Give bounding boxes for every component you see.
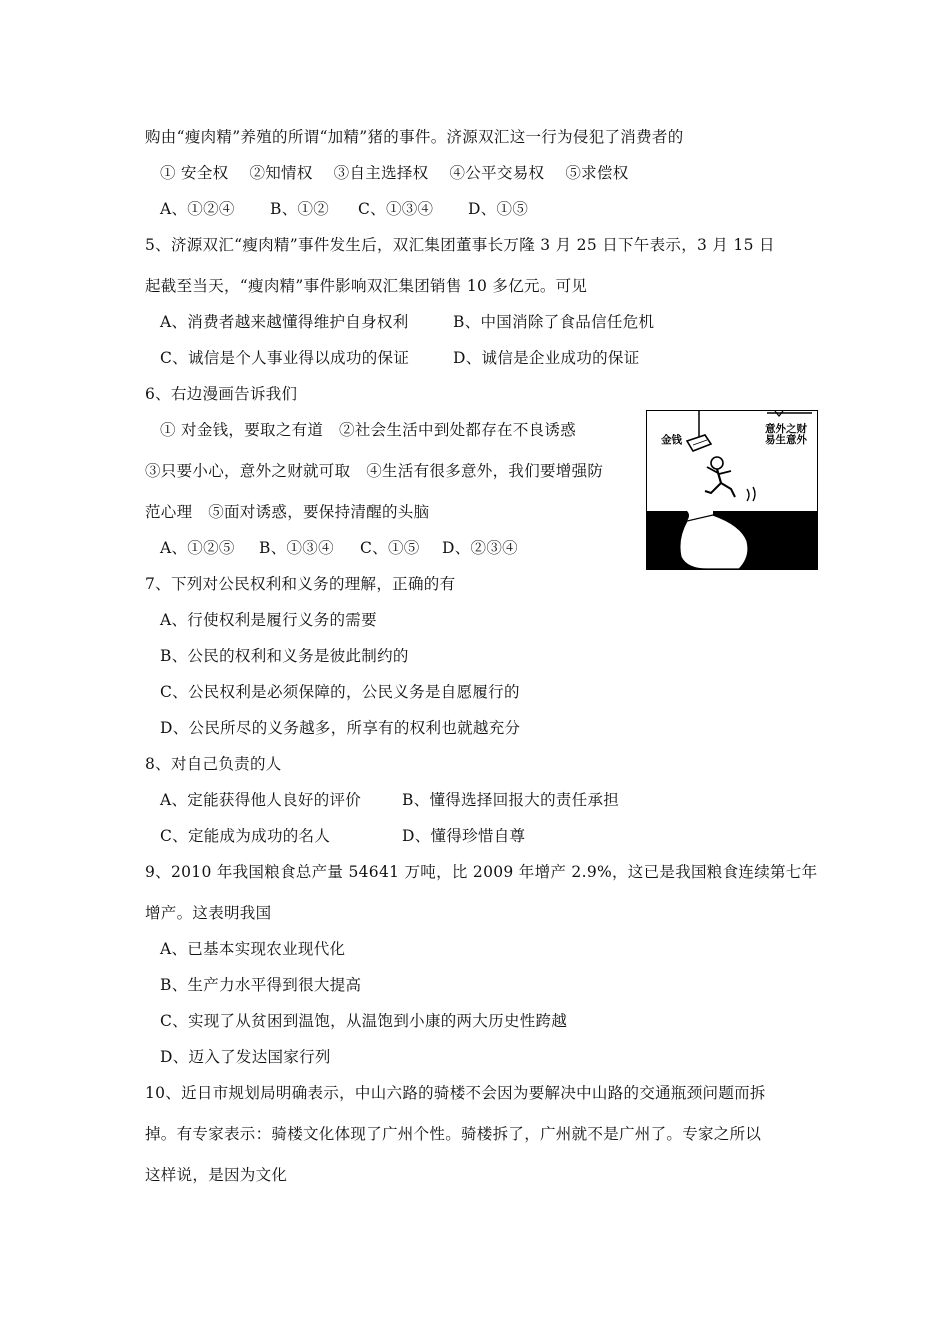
q4-option-c: C、①③④ [358, 200, 434, 218]
q8-option-a: A、定能获得他人良好的评价 [160, 791, 362, 809]
q7-stem: 7、下列对公民权利和义务的理解，正确的有 [145, 575, 456, 593]
q9-option-d: D、迈入了发达国家行列 [160, 1048, 331, 1066]
q4-options [160, 199, 528, 219]
q9-option-a: A、已基本实现农业现代化 [160, 940, 346, 958]
q7-option-a: A、行使权利是履行义务的需要 [160, 611, 377, 629]
q5-option-a: A、消费者越来越懂得维护自身权利 [160, 313, 409, 331]
q5-stem-line2: 起截至当天，“瘦肉精”事件影响双汇集团销售 10 多亿元。可见 [145, 277, 588, 295]
q5-option-c: C、诚信是个人事业得以成功的保证 [160, 349, 410, 367]
q10-stem-line3: 这样说，是因为文化 [145, 1166, 288, 1184]
q6-option-a: A、①②⑤ [160, 539, 235, 557]
q4-option-b: B、①② [270, 200, 330, 218]
q10-stem-line1: 10、近日市规划局明确表示，中山六路的骑楼不会因为要解决中山路的交通瓶颈问题而拆 [145, 1084, 766, 1102]
q6-choice-line1: ① 对金钱，要取之有道 ②社会生活中到处都存在不良诱惑 [160, 421, 577, 439]
q7-option-b: B、公民的权利和义务是彼此制约的 [160, 647, 409, 665]
q9-option-c: C、实现了从贫困到温饱，从温饱到小康的两大历史性跨越 [160, 1012, 568, 1030]
q4-option-a: A、①②④ [160, 200, 235, 218]
q4-choices: ① 安全权 ②知情权 ③自主选择权 ④公平交易权 ⑤求偿权 [160, 164, 629, 182]
q8-options-cd [160, 826, 525, 846]
q8-option-b: B、懂得选择回报大的责任承担 [402, 791, 620, 809]
cartoon-image [646, 410, 818, 570]
q6-choice-line3: 范心理 ⑤面对诱惑，要保持清醒的头脑 [145, 503, 430, 521]
q6-options [160, 538, 518, 558]
q10-stem-line2: 掉。有专家表示：骑楼文化体现了广州个性。骑楼拆了，广州就不是广州了。专家之所以 [145, 1125, 762, 1143]
q9-stem-line2: 增产。这表明我国 [145, 904, 272, 922]
q6-stem: 6、右边漫画告诉我们 [145, 385, 298, 403]
q6-option-b: B、①③④ [259, 539, 334, 557]
q9-stem-line1: 9、2010 年我国粮食总产量 54641 万吨，比 2009 年增产 2.9%，这已是我国粮食连续第七年 [145, 863, 818, 881]
q5-options-ab [160, 312, 654, 332]
q6-option-d: D、②③④ [442, 539, 518, 557]
q6-option-c: C、①⑤ [360, 539, 420, 557]
cartoon-label-warning-1: 意外之财 [765, 423, 807, 435]
q5-stem-line1: 5、济源双汇“瘦肉精”事件发生后，双汇集团董事长万隆 3 月 25 日下午表示，3 月 15 日 [145, 236, 775, 254]
q8-option-d: D、懂得珍惜自尊 [402, 827, 526, 845]
cartoon-label-money: 金钱 [661, 434, 682, 446]
q4-option-d: D、①⑤ [468, 200, 529, 218]
q7-option-d: D、公民所尽的义务越多，所享有的权利也就越充分 [160, 719, 521, 737]
q9-option-b: B、生产力水平得到很大提高 [160, 976, 362, 994]
q4-stem-continuation: 购由“瘦肉精”养殖的所谓“加精”猪的事件。济源双汇这一行为侵犯了消费者的 [145, 128, 684, 146]
q5-option-d: D、诚信是企业成功的保证 [453, 349, 640, 367]
q7-option-c: C、公民权利是必须保障的，公民义务是自愿履行的 [160, 683, 520, 701]
q6-choice-line2: ③只要小心，意外之财就可取 ④生活有很多意外，我们要增强防 [145, 462, 604, 480]
q8-option-c: C、定能成为成功的名人 [160, 827, 331, 845]
q8-options-ab [160, 790, 619, 810]
cartoon-label-warning-2: 易生意外 [765, 434, 807, 446]
q5-options-cd [160, 348, 640, 368]
q8-stem: 8、对自己负责的人 [145, 755, 282, 773]
q5-option-b: B、中国消除了食品信任危机 [453, 313, 655, 331]
